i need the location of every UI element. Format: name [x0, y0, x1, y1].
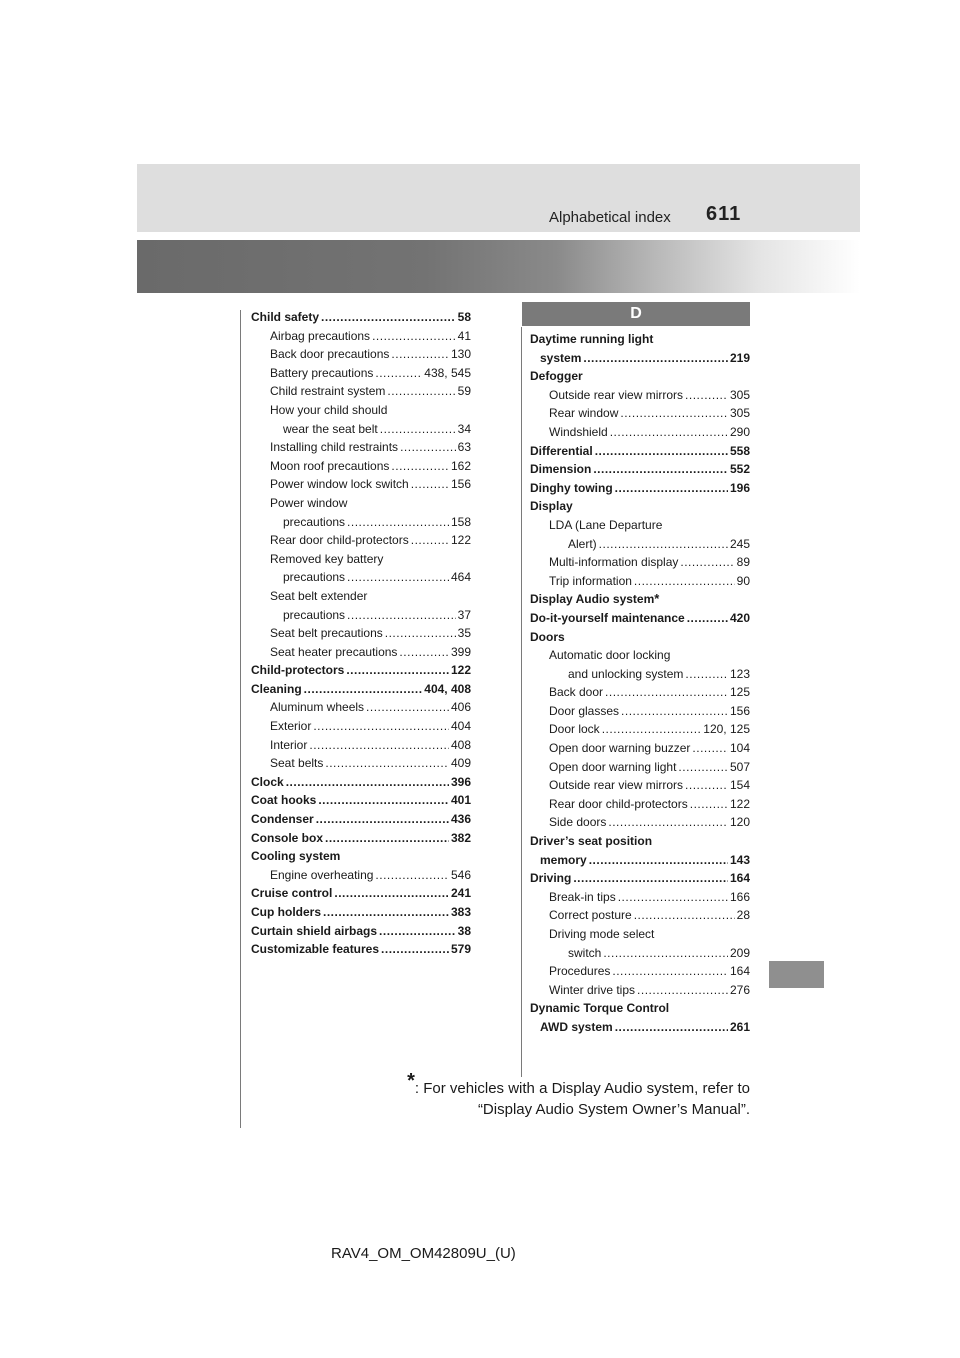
index-entry-page: 406 — [450, 700, 471, 715]
index-entry — [251, 494, 471, 513]
index-entry-label: Cruise control — [251, 886, 333, 901]
index-entry — [530, 460, 750, 479]
index-entry-page: 122 — [450, 533, 471, 548]
index-entry — [530, 628, 750, 647]
index-entry-page: 383 — [450, 905, 471, 919]
index-entry — [251, 829, 471, 848]
index-column-left — [251, 308, 471, 959]
index-entry-page: 382 — [450, 830, 471, 845]
leader-dots — [615, 1018, 728, 1037]
index-entry — [251, 698, 471, 717]
index-entry-page: 125 — [729, 685, 750, 700]
index-entry-page: 34 — [457, 421, 471, 436]
index-entry-label: Exterior — [270, 719, 312, 734]
index-entry — [251, 550, 471, 569]
leader-dots — [391, 457, 449, 476]
index-entry-label: Cup holders — [251, 905, 322, 919]
index-entry-label: Outside rear view mirrors — [549, 387, 684, 402]
index-entry-label: Seat belt extender — [270, 588, 368, 603]
index-entry — [530, 386, 750, 405]
leader-dots — [379, 922, 456, 941]
index-entry — [251, 847, 471, 866]
index-entry-label: Coat hooks — [251, 793, 317, 808]
index-entry-label: Defogger — [530, 369, 583, 384]
leader-dots — [610, 423, 728, 442]
index-entry — [530, 869, 750, 888]
leader-dots — [304, 680, 423, 699]
leader-dots — [411, 475, 449, 494]
leader-dots — [347, 568, 449, 587]
index-entry — [530, 758, 750, 777]
index-entry — [530, 367, 750, 386]
index-entry — [530, 535, 750, 554]
page-number: 611 — [706, 203, 742, 225]
index-entry — [530, 516, 750, 535]
leader-dots — [634, 906, 735, 925]
index-entry — [530, 906, 750, 925]
index-entry-page: 122 — [729, 796, 750, 811]
index-entry — [530, 851, 750, 870]
index-entry-page: 63 — [457, 440, 471, 455]
index-entry-label: Aluminum wheels — [270, 700, 365, 715]
index-entry-page: 162 — [450, 458, 471, 473]
index-entry-label: Open door warning buzzer — [549, 741, 691, 756]
leader-dots — [612, 962, 728, 981]
index-entry-label: Doors — [530, 629, 565, 644]
index-entry-label: Curtain shield airbags — [251, 923, 378, 938]
index-entry-page: 58 — [457, 310, 471, 324]
footnote-star: * — [407, 1070, 415, 1092]
leader-dots — [309, 736, 449, 755]
leader-dots — [387, 382, 455, 401]
index-entry-label: Winter drive tips — [549, 982, 636, 997]
leader-dots — [385, 624, 456, 643]
index-entry — [530, 683, 750, 702]
index-entry-label: Outside rear view mirrors — [549, 778, 684, 793]
index-entry — [530, 999, 750, 1018]
index-entry — [251, 717, 471, 736]
index-entry-label: Customizable features — [251, 942, 380, 957]
leader-dots — [680, 553, 734, 572]
leader-dots — [323, 903, 449, 922]
index-entry-label: Seat belts — [270, 756, 324, 771]
index-entry-label: Child restraint system — [270, 384, 386, 399]
index-entry-label: Dinghy towing — [530, 480, 613, 495]
leader-dots — [399, 643, 449, 662]
index-entry-label: Open door warning light — [549, 759, 677, 774]
leader-dots — [325, 829, 449, 848]
index-entry — [530, 1018, 750, 1037]
index-entry-page: 241 — [450, 886, 471, 901]
leader-dots — [375, 866, 449, 885]
leader-dots — [366, 698, 449, 717]
index-entry — [530, 442, 750, 461]
leader-dots — [286, 773, 449, 792]
index-entry — [251, 364, 471, 383]
index-entry-page: 28 — [736, 908, 750, 923]
leader-dots — [615, 479, 728, 498]
footnote-line-1 — [380, 1070, 750, 1099]
index-entry-label: precautions — [283, 514, 346, 529]
index-entry-label: Daytime running light — [530, 332, 654, 346]
index-entry-label: Cooling system — [251, 849, 341, 864]
index-entry — [530, 981, 750, 1000]
index-entry-page: 579 — [450, 942, 471, 957]
index-entry-label: Seat heater precautions — [270, 644, 398, 659]
index-entry — [251, 438, 471, 457]
index-entry-label: Rear door child-protectors — [549, 796, 688, 811]
index-entry-page: 290 — [729, 424, 750, 439]
index-entry-page: 156 — [450, 477, 471, 492]
index-entry — [251, 382, 471, 401]
index-entry-label: Alert) — [568, 536, 597, 551]
leader-dots — [313, 717, 449, 736]
index-entry-page: 158 — [450, 514, 471, 529]
index-entry-page: 305 — [729, 406, 750, 421]
index-entry-label: Console box — [251, 830, 324, 845]
index-entry-label: Multi-information display — [549, 555, 679, 570]
index-entry-page: 404 — [450, 719, 471, 734]
index-entry-page: 420 — [729, 610, 750, 625]
leader-dots — [381, 940, 449, 959]
index-entry-page: 90 — [736, 573, 750, 588]
index-entry — [251, 475, 471, 494]
index-entry-page: 305 — [729, 387, 750, 402]
leader-dots — [685, 665, 728, 684]
index-entry — [530, 349, 750, 368]
index-entry-page: 438, 545 — [424, 365, 471, 380]
leader-dots — [690, 795, 728, 814]
index-entry-label: Dimension — [530, 462, 592, 477]
index-entry-label: Child safety — [251, 310, 320, 324]
index-entry-page: 59 — [457, 384, 471, 399]
leader-dots — [605, 683, 728, 702]
index-entry-label: Back door precautions — [270, 347, 390, 362]
index-entry-page: 209 — [729, 945, 750, 960]
index-entry — [530, 925, 750, 944]
leader-dots — [599, 535, 728, 554]
index-entry-page: 507 — [729, 759, 750, 774]
index-entry-label: Battery precautions — [270, 365, 374, 380]
index-entry-page: 41 — [457, 328, 471, 343]
index-entry — [251, 401, 471, 420]
index-entry-label: Condenser — [251, 812, 314, 827]
index-entry-page: 401 — [450, 793, 471, 808]
index-entry — [251, 643, 471, 662]
index-entry-page: 546 — [450, 867, 471, 882]
index-entry — [251, 940, 471, 959]
index-entry — [251, 866, 471, 885]
index-entry-label: Back door — [549, 685, 604, 700]
leader-dots — [608, 813, 728, 832]
index-entry-page: 245 — [729, 536, 750, 551]
index-entry-page: 120, 125 — [703, 722, 750, 737]
index-entry — [251, 308, 471, 327]
index-entry-label: precautions — [283, 570, 346, 585]
index-entry-label: and unlocking system — [568, 666, 684, 681]
index-entry-label: Driving mode select — [549, 927, 655, 941]
gradient-band — [137, 240, 860, 293]
index-entry-page: 120 — [729, 815, 750, 830]
index-entry-label: memory — [540, 852, 587, 867]
leader-dots — [411, 531, 449, 550]
index-entry-page: 404, 408 — [424, 681, 471, 696]
index-entry — [251, 736, 471, 755]
index-entry — [530, 423, 750, 442]
index-entry — [251, 531, 471, 550]
index-entry — [530, 776, 750, 795]
index-entry — [251, 661, 471, 680]
section-tab-marker — [769, 961, 824, 988]
index-entry — [530, 497, 750, 516]
index-entry-page: 408 — [450, 737, 471, 752]
leader-dots — [621, 702, 728, 721]
index-entry-label: Installing child restraints — [270, 440, 399, 455]
index-entry-page: 196 — [729, 480, 750, 495]
index-entry — [530, 609, 750, 628]
index-entry — [530, 572, 750, 591]
index-entry-page: 396 — [450, 774, 471, 789]
index-entry-label: Power window lock switch — [270, 477, 409, 492]
column-divider — [521, 327, 522, 1077]
section-header-d: D — [522, 302, 750, 326]
index-entry-label: system — [540, 350, 582, 365]
index-entry-label: Break-in tips — [549, 889, 616, 904]
index-entry-label: Windshield — [549, 424, 608, 439]
leader-dots — [391, 345, 449, 364]
leader-dots — [583, 349, 728, 368]
index-entry — [530, 944, 750, 963]
index-entry — [530, 404, 750, 423]
leader-dots — [321, 308, 456, 327]
index-entry-label: Driver’s seat position — [530, 834, 653, 849]
index-entry — [530, 553, 750, 572]
index-entry — [530, 479, 750, 498]
index-entry — [530, 330, 750, 349]
index-entry-label: Dynamic Torque Control — [530, 1001, 670, 1016]
index-entry-label: Rear door child-protectors — [270, 533, 409, 548]
leader-dots — [637, 981, 728, 1000]
index-entry-label: Airbag precautions — [270, 328, 371, 343]
index-column-right — [530, 330, 750, 1037]
index-entry-page: 37 — [457, 607, 471, 622]
index-entry — [530, 795, 750, 814]
leader-dots — [634, 572, 735, 591]
index-entry — [530, 739, 750, 758]
index-entry-label: Seat belt precautions — [270, 626, 383, 641]
index-entry-label: How your child should — [270, 402, 388, 417]
index-entry-label: Display — [530, 499, 573, 514]
index-entry — [530, 962, 750, 981]
leader-dots — [318, 791, 449, 810]
footnote-text-1: : For vehicles with a Display Audio system, refer to — [414, 1080, 750, 1097]
index-entry-label: Procedures — [549, 964, 611, 979]
index-entry-label: Correct posture — [549, 908, 632, 923]
index-entry — [251, 345, 471, 364]
leader-dots — [685, 776, 728, 795]
index-entry-page: 143 — [729, 852, 750, 867]
index-entry — [251, 420, 471, 439]
index-entry — [251, 606, 471, 625]
index-entry-label: LDA (Lane Departure — [549, 517, 663, 532]
index-entry — [251, 587, 471, 606]
leader-dots — [325, 754, 449, 773]
index-entry-page: 276 — [729, 982, 750, 997]
index-entry — [251, 513, 471, 532]
index-entry-label: Differential — [530, 443, 593, 458]
index-entry-label: precautions — [283, 607, 346, 622]
footnote — [380, 1070, 750, 1120]
index-entry-label: Power window — [270, 495, 348, 510]
index-entry-label: Rear window — [549, 406, 619, 421]
leader-dots — [620, 404, 728, 423]
index-entry — [251, 327, 471, 346]
index-entry — [251, 884, 471, 903]
leader-dots — [593, 460, 728, 479]
leader-dots — [678, 758, 728, 777]
index-entry — [251, 624, 471, 643]
index-entry — [530, 646, 750, 665]
index-entry-page: 164 — [729, 964, 750, 979]
margin-rule — [240, 310, 241, 1128]
index-entry — [530, 720, 750, 739]
index-entry-page: 436 — [450, 812, 471, 827]
header-band — [137, 164, 860, 232]
index-entry — [251, 773, 471, 792]
leader-dots — [347, 513, 449, 532]
index-entry-page: 558 — [729, 443, 750, 458]
leader-dots — [347, 606, 456, 625]
index-entry — [251, 457, 471, 476]
index-entry-label: Driving — [530, 871, 572, 886]
index-entry-label: wear the seat belt — [283, 421, 378, 436]
leader-dots — [685, 386, 728, 405]
index-entry-page: 219 — [729, 350, 750, 365]
index-entry — [251, 754, 471, 773]
index-entry-page: 164 — [729, 871, 750, 886]
index-entry-label: Child-protectors — [251, 663, 345, 678]
index-entry-label: Clock — [251, 774, 284, 789]
index-entry — [530, 832, 750, 851]
index-entry-label: AWD system — [540, 1019, 613, 1034]
index-entry-label: Moon roof precautions — [270, 458, 390, 473]
index-entry-page: 89 — [736, 555, 750, 570]
index-entry-page: 154 — [729, 778, 750, 793]
index-entry — [530, 813, 750, 832]
leader-dots — [375, 364, 422, 383]
leader-dots — [687, 609, 728, 628]
leader-dots — [589, 851, 728, 870]
leader-dots — [618, 888, 728, 907]
index-entry-page: 122 — [450, 663, 471, 678]
index-entry — [251, 922, 471, 941]
index-entry-page: 38 — [457, 923, 471, 938]
index-entry-label: Removed key battery — [270, 551, 384, 566]
index-entry-label: Interior — [270, 737, 308, 752]
leader-dots — [346, 661, 449, 680]
index-entry-page: 464 — [450, 570, 471, 585]
index-entry — [251, 810, 471, 829]
index-entry-label: Display Audio system — [530, 592, 655, 607]
index-entry-label: Door glasses — [549, 703, 620, 718]
index-entry-label: switch — [568, 945, 602, 960]
leader-dots — [573, 869, 728, 888]
leader-dots — [692, 739, 728, 758]
index-entry — [251, 568, 471, 587]
leader-dots — [595, 442, 728, 461]
index-entry-page: 399 — [450, 644, 471, 659]
index-entry-label: Side doors — [549, 815, 607, 830]
index-entry — [251, 903, 471, 922]
leader-dots — [372, 327, 456, 346]
index-entry-label: Engine overheating — [270, 867, 374, 882]
leader-dots — [603, 944, 728, 963]
leader-dots — [400, 438, 456, 457]
leader-dots — [602, 720, 702, 739]
index-entry-label: Trip information — [549, 573, 632, 588]
document-code: RAV4_OM_OM42809U_(U) — [331, 1245, 516, 1262]
index-entry — [530, 665, 750, 684]
leader-dots — [316, 810, 449, 829]
index-entry — [530, 702, 750, 721]
index-entry-page: 123 — [729, 666, 750, 681]
page-title: Alphabetical index — [549, 209, 671, 226]
index-entry-page: 261 — [729, 1019, 750, 1034]
index-entry-label: Do-it-yourself maintenance — [530, 610, 685, 625]
index-entry: Display Audio system * — [530, 590, 750, 609]
index-entry-page: 130 — [450, 347, 471, 362]
index-entry-page: 104 — [729, 741, 750, 756]
index-entry — [530, 888, 750, 907]
leader-dots — [380, 420, 456, 439]
footnote-line-2: “Display Audio System Owner’s Manual”. — [477, 1101, 750, 1118]
index-entry-page: 156 — [729, 703, 750, 718]
index-entry — [251, 791, 471, 810]
index-entry-page: 409 — [450, 756, 471, 771]
index-entry-label: Door lock — [549, 722, 600, 737]
index-entry-page: 552 — [729, 462, 750, 477]
index-entry-page: 35 — [457, 626, 471, 641]
leader-dots — [334, 884, 449, 903]
index-entry-label: Cleaning — [251, 681, 302, 696]
index-entry-page: 166 — [729, 889, 750, 904]
index-entry-label: Automatic door locking — [549, 648, 671, 663]
index-entry — [251, 680, 471, 699]
